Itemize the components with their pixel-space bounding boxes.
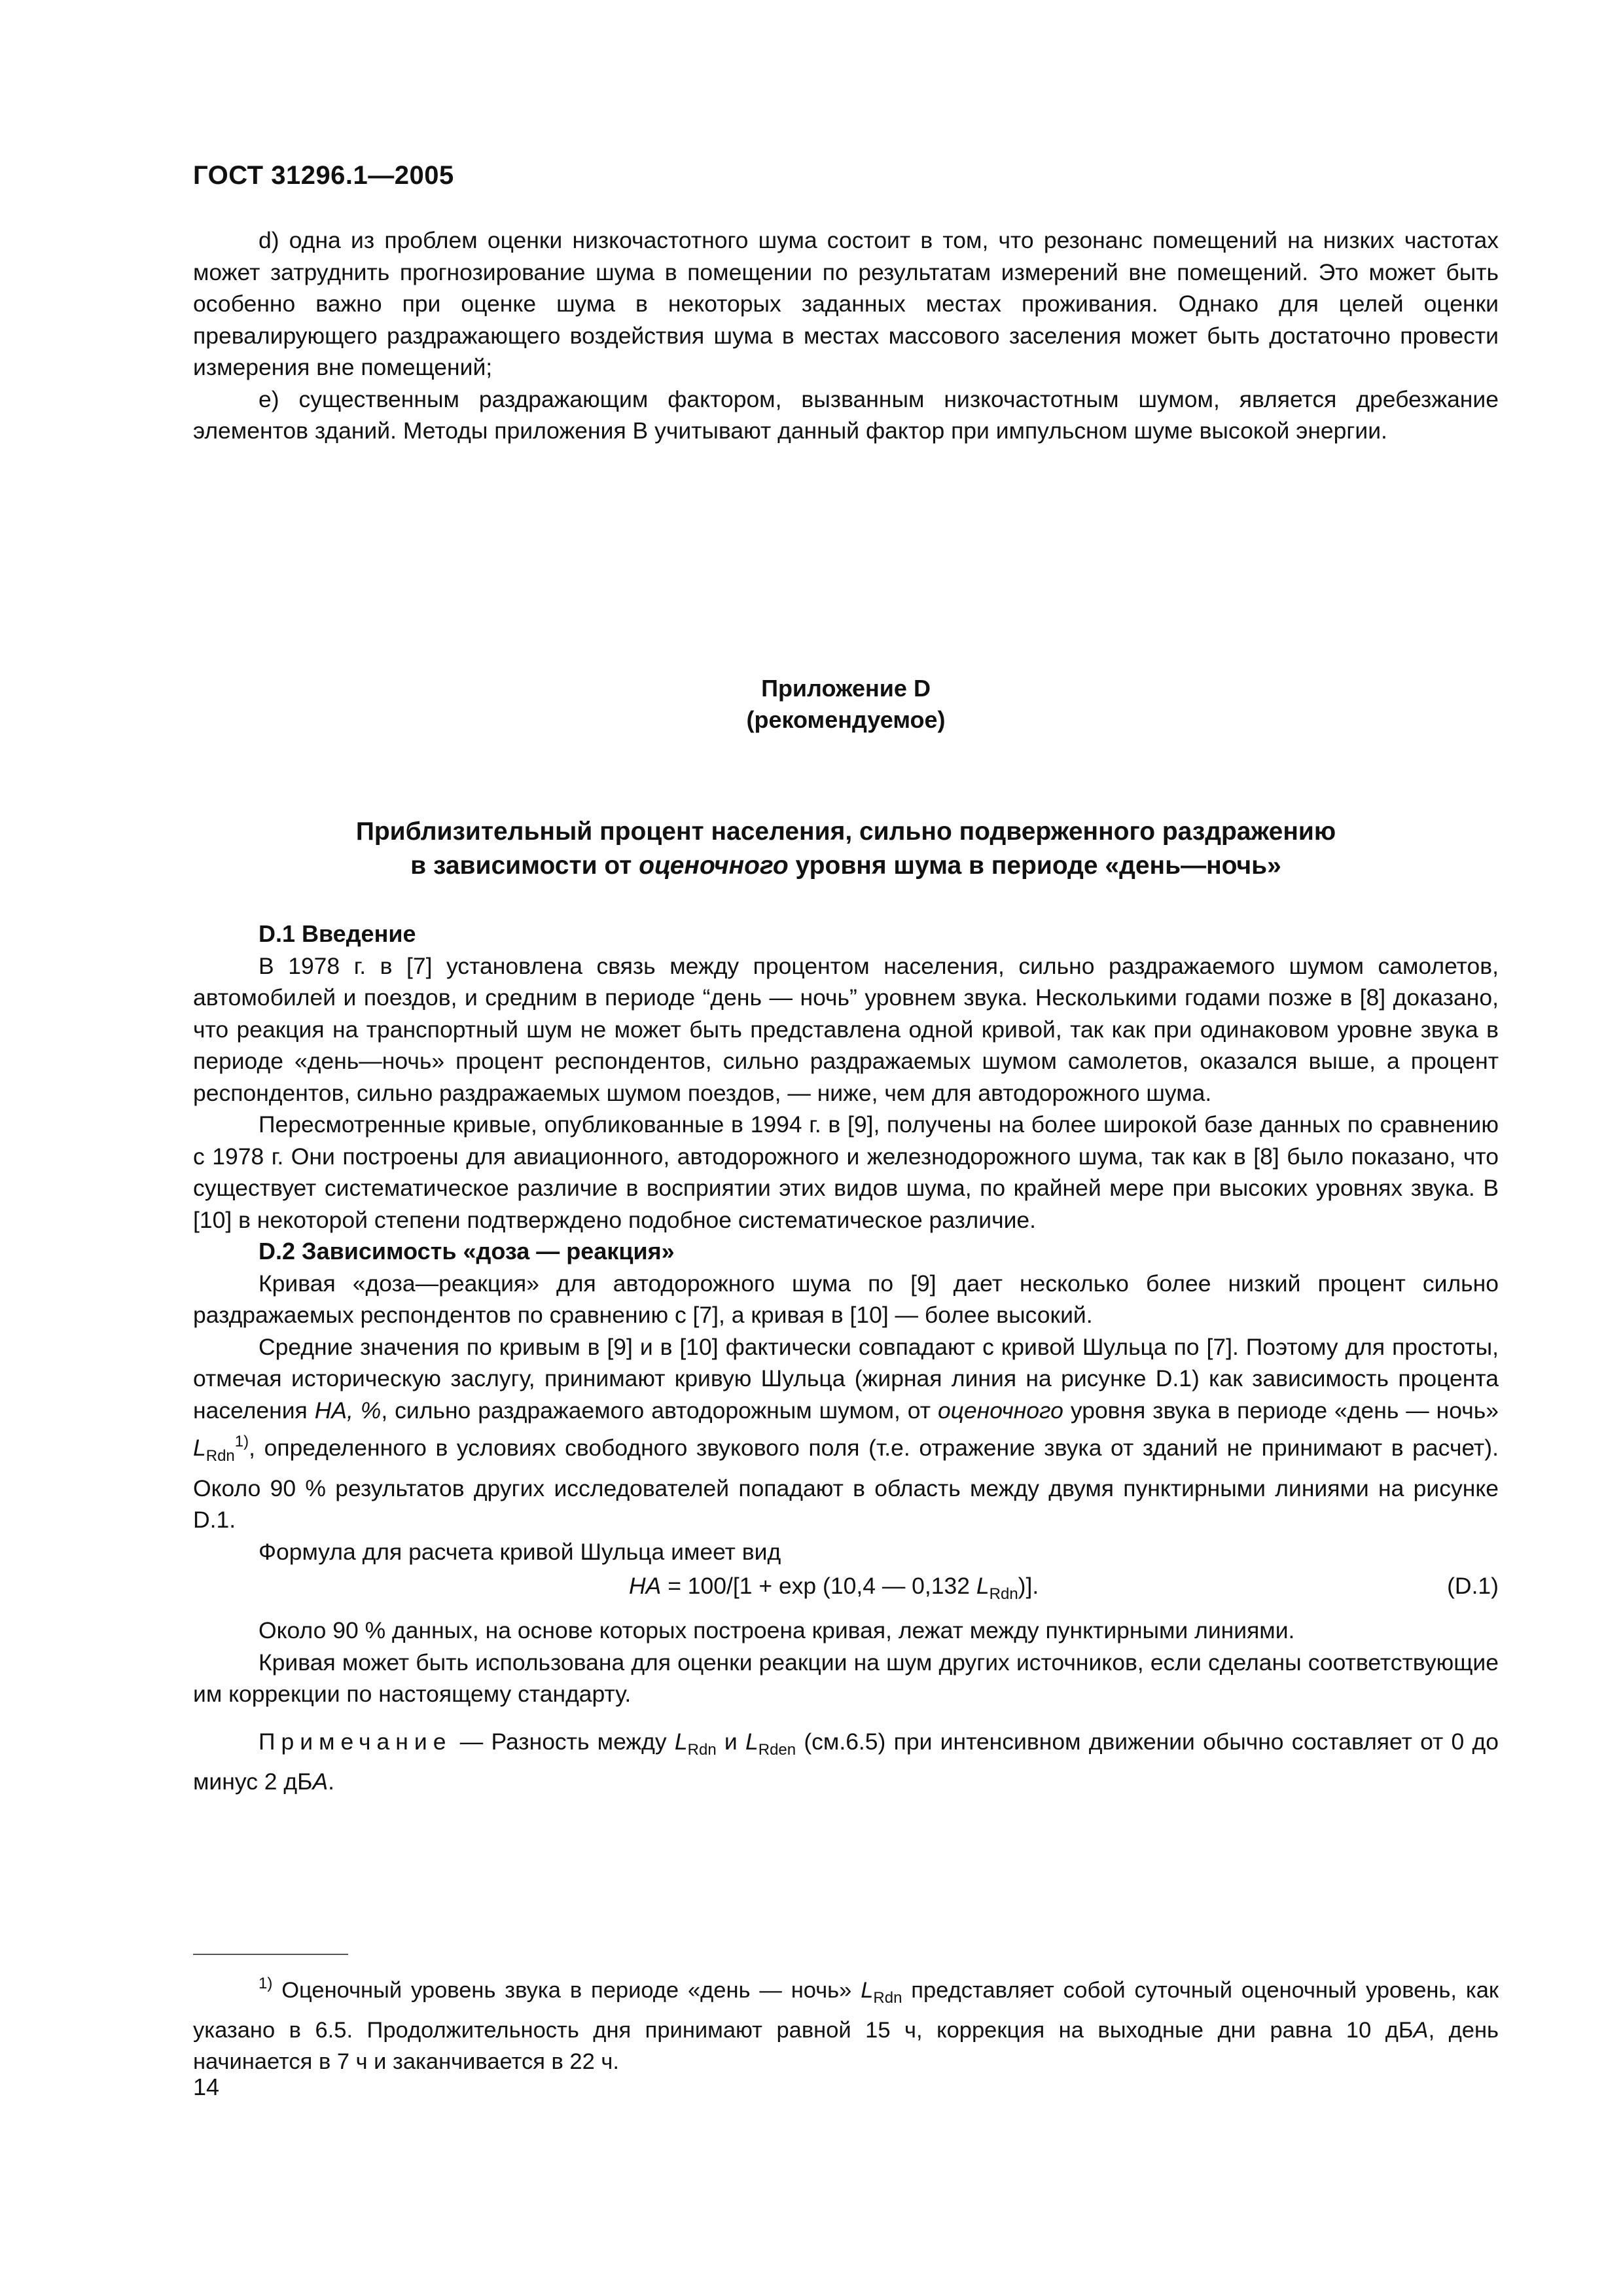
annex-title	[193, 815, 1499, 883]
section-d2-paragraph-5: Кривая может быть использована для оценки реакции на шум других источников, если сделаны соответствующие им коррекции по настоящему стандарту.	[193, 1649, 1499, 1707]
title-emphasis: оценочного	[639, 852, 789, 880]
note-label: Примечание	[259, 1728, 452, 1755]
paragraph-d: d) одна из проблем оценки низкочастотного шума состоит в том, что резонанс помещений на низких частотах может затруднить прогнозирование шума в помещении по результатам измерений вне помещений. Это может быть особенно важно при оценке шума в некоторых заданных местах проживания. Однако для целей оценки превалирующего раздражающего воздействия шума в местах массового заселения может быть достаточно провести измерения вне помещений;	[193, 227, 1499, 380]
annex-heading	[193, 673, 1499, 736]
section-d1-paragraph-1: В 1978 г. в [7] установлена связь между процентом населения, сильно раздражаемого шумом самолетов, автомобилей и поездов, и средним в периоде “день — ночь” уровнем звука. Несколькими годами позже в [8] доказано, что реакция на транспортный шум не может быть представлена одной кривой, так как при одинаковом уровне звука в периоде «день—ночь» процент респондентов, сильно раздражаемых шумом самолетов, оказался выше, а процент респондентов, сильно раздражаемых шумом поездов, — ниже, чем для автодорожного шума.	[193, 952, 1499, 1106]
footnote-marker: 1)	[259, 1975, 273, 1992]
section-d2-paragraph-2: Средние значения по кривым в [9] и в [10] фактически совпадают с кривой Шульца по [7]. Поэтому для простоты, отмечая историческую заслугу, принимают кривую Шульца (жирная линия на рисунке D.1) как зависимость процента населения HA, %, сильно раздражаемого автодорожным шумом, от оценочного уровня звука в периоде «день — ночь» $L_{Rdn}^{1)}$, определенного в условиях свободного звукового поля (т.е. отражение звука от зданий не принимают в расчет). Около 90 % результатов других исследователей попадают в область между двумя пунктирными линиями на рисунке D.1.	[193, 1333, 1499, 1533]
footnote-separator	[193, 1954, 348, 1955]
annex-status: (рекомендуемое)	[746, 706, 946, 733]
title-line-1: Приблизительный процент населения, сильно подверженного раздражению	[355, 817, 1336, 846]
intro-list	[193, 224, 1499, 447]
section-d2-heading: D.2 Зависимость «доза — реакция»	[259, 1238, 675, 1265]
page-number: 14	[193, 2073, 220, 2100]
title-line-2: в зависимости от оценочного уровня шума в периоде «день—ночь»	[410, 852, 1281, 880]
note: Примечание — Разность между $L_{Rdn}$ и $L_{Rden}$ (см.6.5) при интенсивном движении обычно составляет от 0 до минус 2 дБA.	[193, 1728, 1499, 1795]
formula-expression: HA = 100/[1 + exp (10,4 — 0,132 $L_{Rdn}$)].	[629, 1573, 1039, 1603]
footnote: $^{1)}$ Оценочный уровень звука в периоде «день — ночь» $L_{Rdn}$ представляет собой суточный оценочный уровень, как указано в 6.5. Продолжительность дня принимают равной 15 ч, коррекция на выходные дни равна 10 дБA, день начинается в 7 ч и заканчивается в 22 ч.	[193, 1975, 1499, 2074]
section-d2-paragraph-4: Около 90 % данных, на основе которых построена кривая, лежат между пунктирными линиями.	[259, 1617, 1295, 1643]
formula-d1	[193, 1568, 1499, 1608]
paragraph-e: е) существенным раздражающим фактором, вызванным низкочастотным шумом, является дребезжание элементов зданий. Методы приложения В учитывают данный фактор при импульсном шуме высокой энергии.	[193, 386, 1499, 444]
section-d1-paragraph-2: Пересмотренные кривые, опубликованные в 1994 г. в [9], получены на более широкой базе данных по сравнению с 1978 г. Они построены для авиационного, автодорожного и железнодорожного шума, так как в [8] было показано, что существует систематическое различие в восприятии этих видов шума, по крайней мере при высоких уровнях звука. В [10] в некоторой степени подтверждено подобное систематическое различие.	[193, 1111, 1499, 1233]
annex-body	[193, 918, 1499, 1798]
standard-header: ГОСТ 31296.1—2005	[193, 161, 454, 190]
document-page	[193, 0, 1499, 2296]
section-d1-heading: D.1 Введение	[259, 920, 416, 947]
section-d2-paragraph-3: Формула для расчета кривой Шульца имеет вид	[259, 1538, 781, 1565]
annex-label: Приложение D	[761, 675, 931, 702]
section-d2-paragraph-1: Кривая «доза—реакция» для автодорожного шума по [9] дает несколько более низкий процент сильно раздражаемых респондентов по сравнению с [7], а кривая в [10] — более высокий.	[193, 1270, 1499, 1328]
formula-number: (D.1)	[1447, 1573, 1499, 1599]
